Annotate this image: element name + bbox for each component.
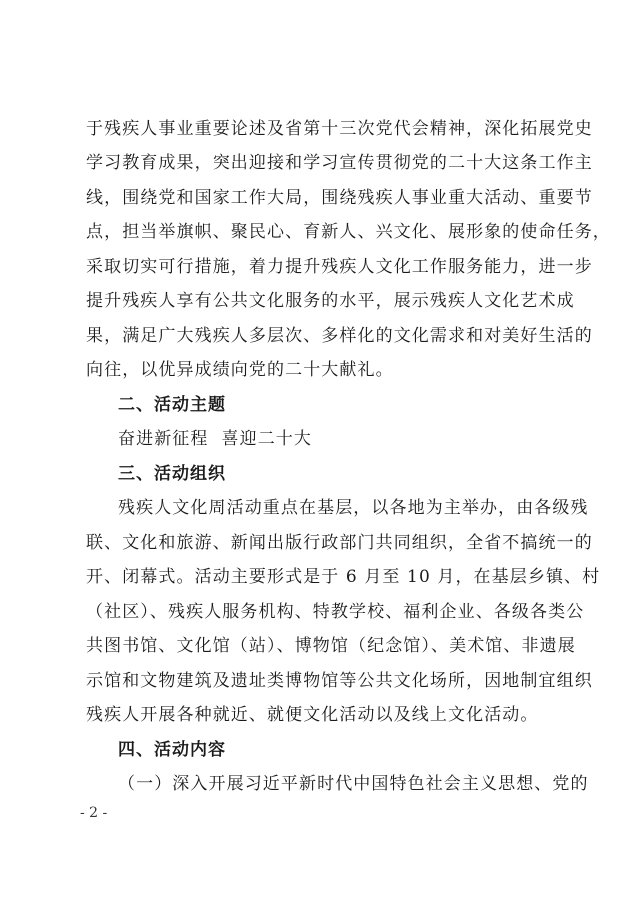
body-line: 残疾人文化周活动重点在基层，以各地为主举办，由各级残 — [118, 498, 589, 518]
section-text: 奋进新征程 喜迎二十大 — [118, 429, 313, 449]
body-line: 于残疾人事业重要论述及省第十三次党代会精神，深化拓展党史 — [86, 119, 593, 139]
body-line: 残疾人开展各种就近、就便文化活动以及线上文化活动。 — [86, 705, 539, 725]
body-line: 开、闭幕式。活动主要形式是于 6 月至 10 月，在基层乡镇、村 — [86, 567, 601, 587]
body-line: 点，担当举旗帜、聚民心、育新人、兴文化、展形象的使命任务， — [86, 222, 611, 242]
body-line: 线，围绕党和国家工作大局，围绕残疾人事业重大活动、重要节 — [86, 188, 593, 208]
body-line: 采取切实可行措施，着力提升残疾人文化工作服务能力，进一步 — [86, 257, 593, 277]
section-heading: 二、活动主题 — [118, 395, 226, 415]
body-line: 提升残疾人享有公共文化服务的水平，展示残疾人文化艺术成 — [86, 291, 575, 311]
body-line: 共图书馆、文化馆（站）、博物馆（纪念馆）、美术馆、非遗展 — [86, 636, 576, 656]
section-heading: 四、活动内容 — [118, 740, 226, 760]
body-line: 示馆和文物建筑及遗址类博物馆等公共文化场所，因地制宜组织 — [86, 671, 593, 691]
body-line: 联、文化和旅游、新闻出版行政部门共同组织，全省不搞统一的 — [86, 533, 593, 553]
body-line: 向往，以优异成绩向党的二十大献礼。 — [86, 360, 394, 380]
section-heading: 三、活动组织 — [118, 464, 226, 484]
body-line: （社区）、残疾人服务机构、特教学校、福利企业、各级各类公 — [86, 602, 585, 622]
body-line: （一）深入开展习近平新时代中国特色社会主义思想、党的 — [118, 774, 589, 794]
page-number: - 2 - — [80, 805, 108, 821]
body-line: 果，满足广大残疾人多层次、多样化的文化需求和对美好生活的 — [86, 326, 593, 346]
body-line: 学习教育成果，突出迎接和学习宣传贯彻党的二十大这条工作主 — [86, 153, 593, 173]
